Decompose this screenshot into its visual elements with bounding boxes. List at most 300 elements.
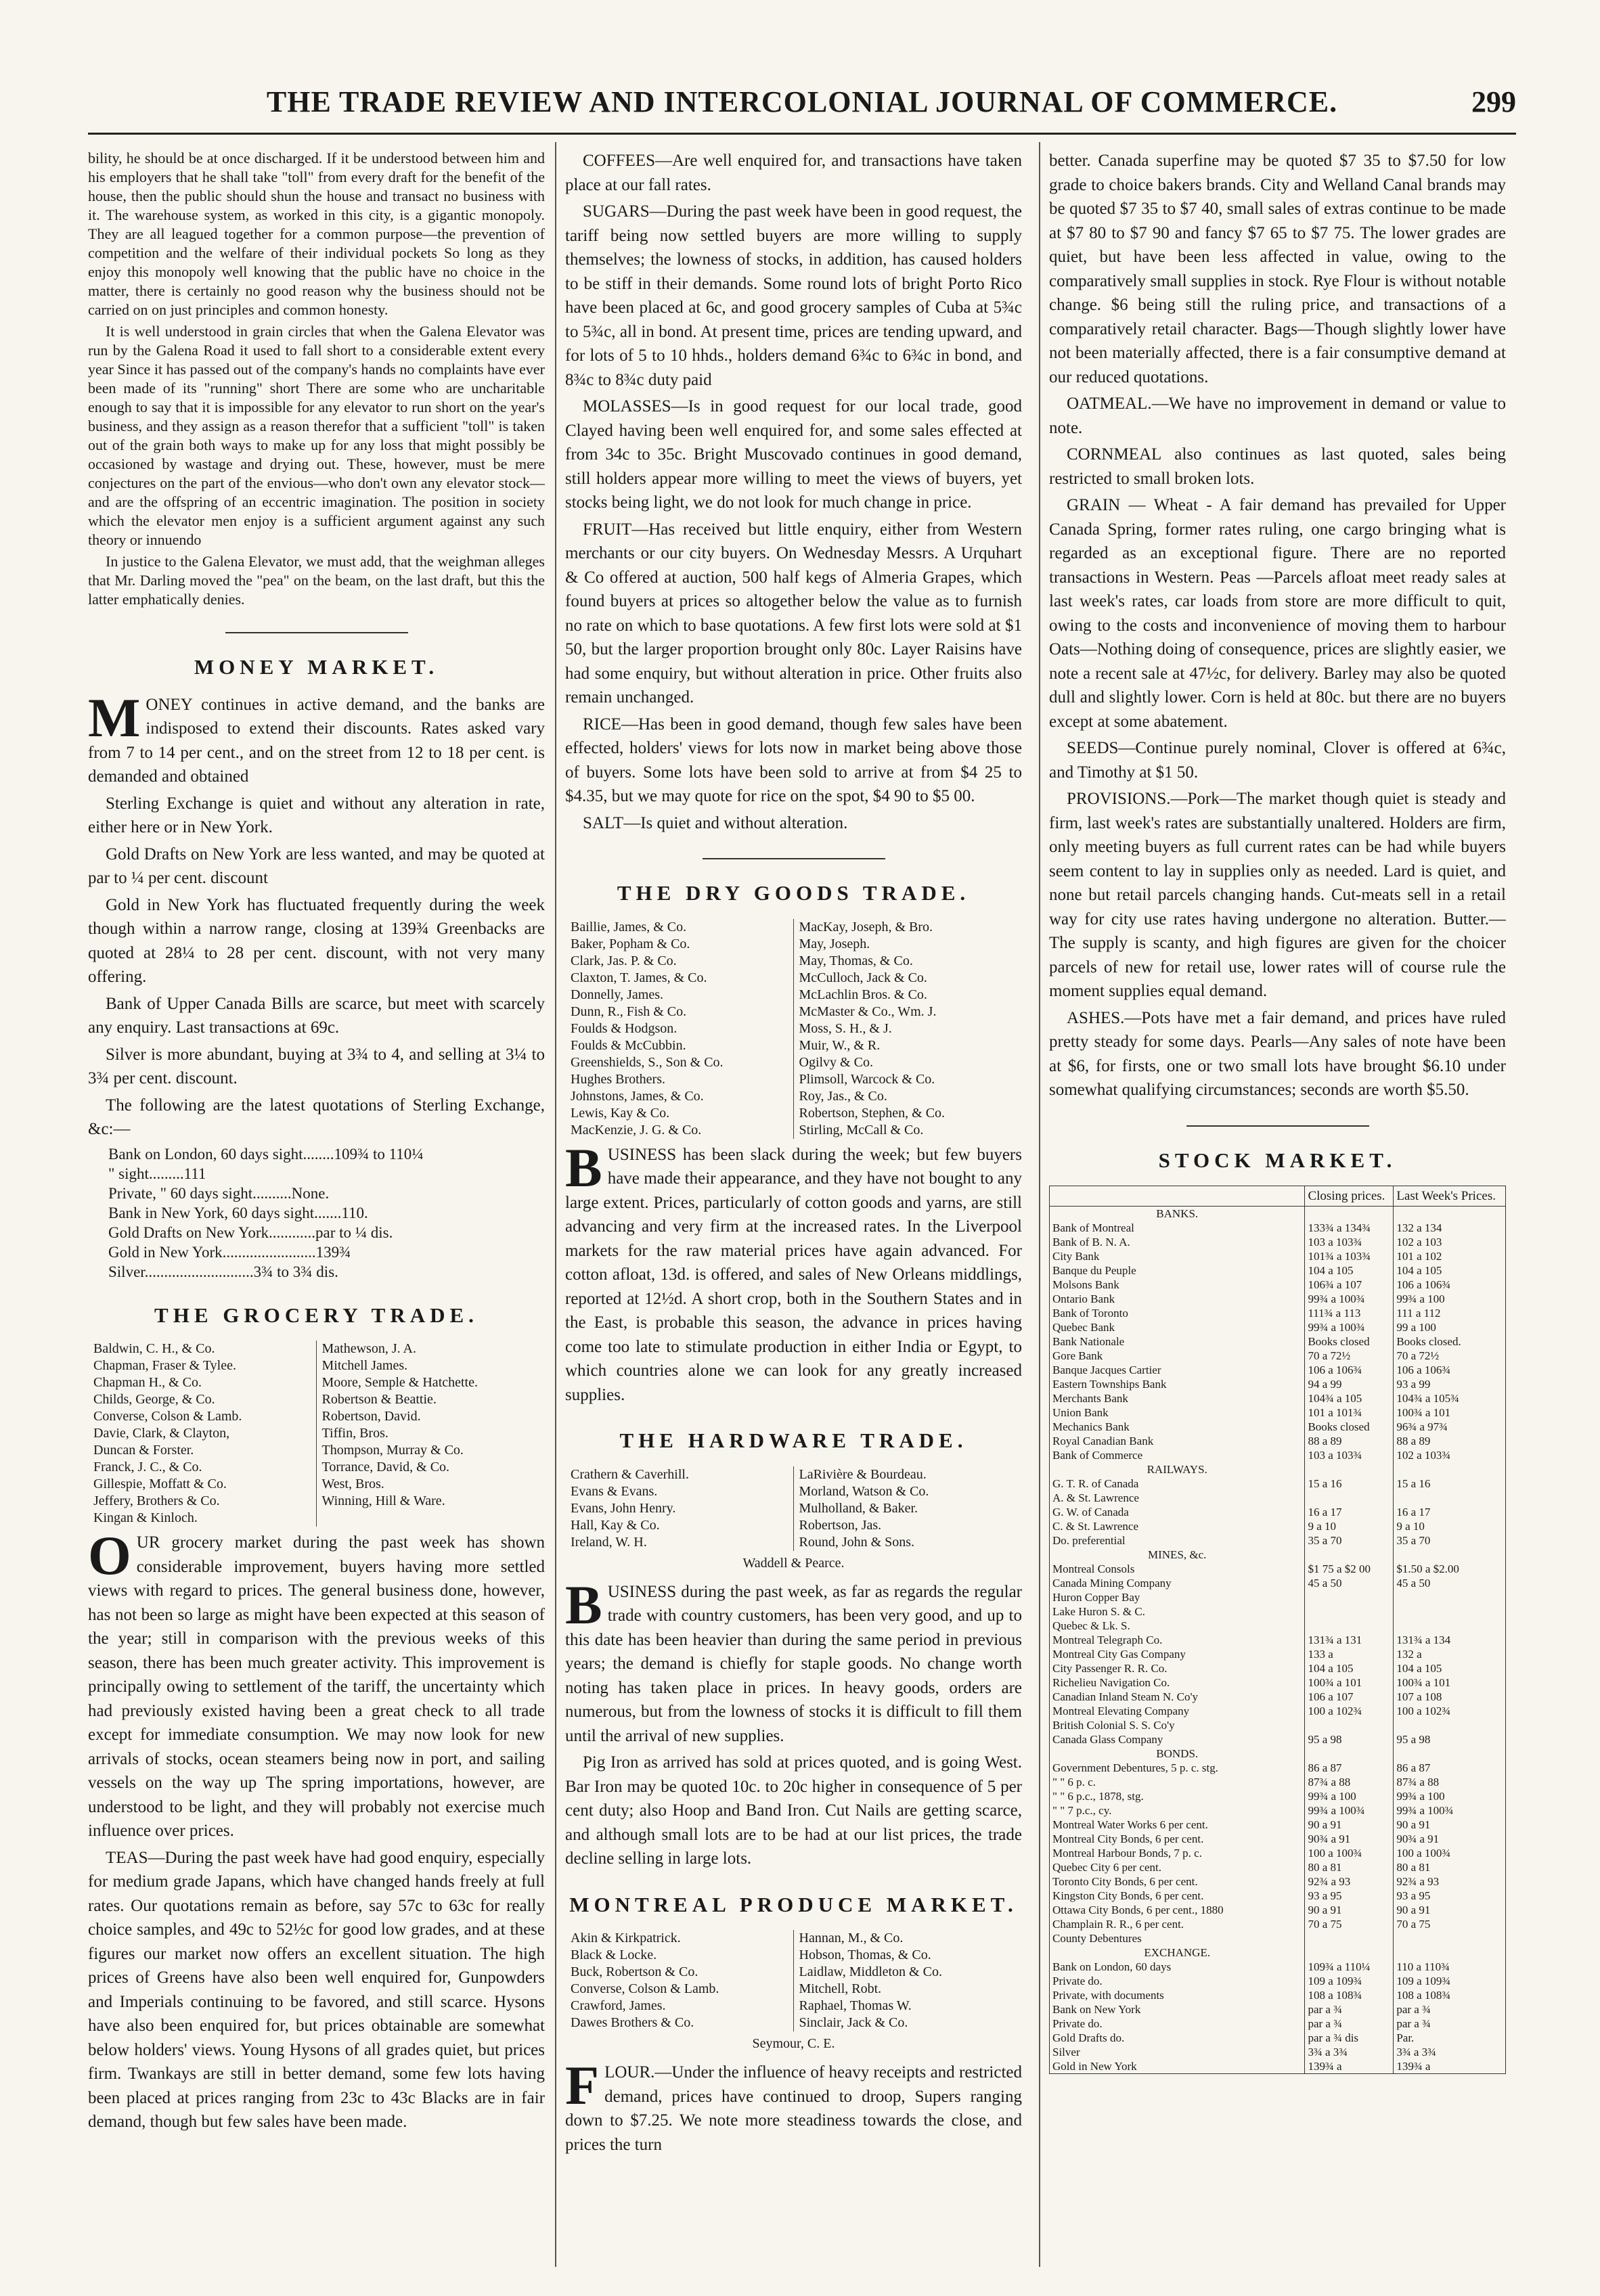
stock-name: G. W. of Canada [1050,1505,1305,1519]
merchant-name: Lewis, Kay & Co. [571,1105,670,1121]
closing-price: 106 a 106¾ [1305,1363,1394,1377]
merchant-name: Crathern & Caverhill. [571,1466,689,1482]
money-market-heading: MONEY MARKET. [194,655,439,679]
last-week-price: 104¾ a 105¾ [1394,1391,1506,1405]
paragraph-text: USINESS during the past week, as far as regards the regular trade with country customers, has been very good, and up to this date has been heavier than during the same period in previous years; the demand is chiefly for staple goods. No change worth noting has taken place in prices. In heavy goods, orders are numerous, but from the lowness of stocks it is difficult to fill them until the arrival of new supplies. [565,1582,1022,1745]
last-week-price: 86 a 87 [1394,1761,1506,1775]
drop-cap: B [565,1136,602,1198]
merchant-name: McCulloch, Jack & Co. [799,970,927,985]
closing-price: $1 75 a $2 00 [1305,1562,1394,1576]
table-row [1050,1477,1506,1491]
stock-name: Bank Nationale [1050,1334,1305,1349]
table-row [1050,1860,1506,1874]
closing-price: 88 a 89 [1305,1434,1394,1448]
header-rule [88,133,1516,135]
closing-price: 90¾ a 91 [1305,1832,1394,1846]
last-week-price: 90 a 91 [1394,1818,1506,1832]
last-week-price: 70 a 75 [1394,1917,1506,1931]
merchant-list-left [565,1466,794,1551]
table-row [1050,1278,1506,1292]
merchant-name: Akin & Kirkpatrick. [571,1931,681,1945]
paragraph-text: USINESS has been slack during the week; but few buyers have made their appearance, and they have not bought to any large extent. Prices, particularly of cotton goods and yarns, are still advancing and very firm at the increased rates. In the Liverpool markets for the raw material prices have again advanced. For cotton afloat, 13d. is offered, and sales of New Orleans middlings, reported at 12½d. A short crop, both in the Southern States and in the East, is probable this season, the advance in prices having come too late to stimulate production in either India or Egypt, to which countries alone we can look for any greatly increased supplies. [565,1145,1022,1404]
stock-name: Mechanics Bank [1050,1420,1305,1434]
table-row [1050,1718,1506,1732]
paragraph-text: UR grocery market during the past week has shown considerable improvement, buyers having more settled views with regard to prices. The general business done, however, has not been so large as might have been expected at this season of the year; still in comparison with the previous weeks of this season, there has been much greater activity. This improvement is principally owing to settlement of the tariff, the uncertainty which had previously existed having been a great check to all trade except for immediate consumption. We may now look for new arrivals of stocks, ocean steamers being now in port, and sailing vessels on the way up The spring importations, however, are understood to be light, and they will probably not exercise much influence over prices. [88,1533,545,1840]
closing-price: par a ¾ [1305,2002,1394,2017]
merchant-name: Ireland, W. H. [571,1534,647,1550]
table-row [1050,1604,1506,1619]
closing-price [1305,1718,1394,1732]
merchant-name: Hall, Kay & Co. [571,1517,660,1533]
stock-name: Do. preferential [1050,1533,1305,1548]
paragraph: SUGARS—During the past week have been in good request, the tariff being now settled buyers are more willing to supply themselves; the lowness of stocks, in addition, has caused holders to be stiff in their demands. Some round lots of bright Porto Rico have been placed at 6c, and good grocery samples of Cuba at 5¾c to 5¾c, all in bond. At present time, prices are tending upward, and for lots of 5 to 10 hhds., holders demand 6¾c to 6¾c in bond, and 8¾c to 8¾c duty paid [565,202,1022,389]
last-week-price [1394,1590,1506,1604]
last-week-price: 101 a 102 [1394,1249,1506,1263]
stock-name: Banque Jacques Cartier [1050,1363,1305,1377]
last-week-price: 102 a 103¾ [1394,1448,1506,1462]
last-week-price: 80 a 81 [1394,1860,1506,1874]
closing-price: 139¾ a [1305,2059,1394,2074]
merchant-list-right [794,1930,1023,2031]
closing-price: 109¾ a 110¼ [1305,1960,1394,1974]
last-week-price: 99¾ a 100 [1394,1292,1506,1306]
stock-name: Bank of Commerce [1050,1448,1305,1462]
paragraph: RICE—Has been in good demand, though few sales have been effected, holders' views for lots now in market being above those of buyers. Some lots have been sold to arrive at from $4 25 to $4.35, but we may quote for rice on the spot, $4 90 to $5 00. [565,715,1022,805]
closing-price: 92¾ a 93 [1305,1874,1394,1889]
table-row [1050,1647,1506,1661]
last-week-price: 104 a 105 [1394,1661,1506,1675]
closing-price [1305,1491,1394,1505]
paragraph: ASHES.—Pots have met a fair demand, and prices have ruled pretty steady for some days. Pearls—Any sales of note have been at $6, for firsts, one or two small lots have brought $6.10 under somewhat qualifying circumstances; seconds are worth $5.50. [1049,1008,1506,1099]
merchant-name: MacKenzie, J. G. & Co. [571,1122,702,1138]
last-week-price: 70 a 72½ [1394,1349,1506,1363]
closing-price: 100¾ a 101 [1305,1675,1394,1690]
merchant-name: Dawes Brothers & Co. [571,2015,694,2030]
merchant-name: Evans & Evans. [571,1483,658,1499]
table-row [1050,1903,1506,1917]
stock-name: Lake Huron S. & C. [1050,1604,1305,1619]
paragraph: Sterling Exchange is quiet and without any alteration in rate, either here or in New York. [88,794,545,836]
last-week-price: $1.50 a $2.00 [1394,1562,1506,1576]
stock-name: Montreal Consols [1050,1562,1305,1576]
table-row [1050,2031,1506,2045]
merchant-name: Claxton, T. James, & Co. [571,970,707,985]
stock-name: Union Bank [1050,1405,1305,1420]
produce-market-heading: MONTREAL PRODUCE MARKET. [569,1892,1018,1916]
empty-cell [1394,1945,1506,1960]
last-week-price: 99¾ a 100¾ [1394,1803,1506,1818]
last-week-price: 132 a [1394,1647,1506,1661]
merchant-name: May, Thomas, & Co. [799,953,913,968]
table-row [1050,1448,1506,1462]
table-row [1050,1249,1506,1263]
paragraph: MOLASSES—Is in good request for our local trade, good Clayed having been well enquired for, and some sales effected at from 34c to 35c. Bright Muscovado continues in good demand, still holders appear more willing to meet the views of buyers, yet stocks being light, we do not look for much change in price. [565,397,1022,512]
last-week-price: 100¾ a 101 [1394,1675,1506,1690]
stock-name: Canada Mining Company [1050,1576,1305,1590]
empty-cell [1305,1548,1394,1562]
stock-name: C. & St. Lawrence [1050,1519,1305,1533]
closing-price: 133 a [1305,1647,1394,1661]
closing-price: 70 a 75 [1305,1917,1394,1931]
closing-price: 106¾ a 107 [1305,1278,1394,1292]
quote-line: Bank on London, 60 days sight........109¾ to 110¼ [108,1145,424,1163]
stock-name: Bank of B. N. A. [1050,1235,1305,1249]
stock-name: City Passenger R. R. Co. [1050,1661,1305,1675]
table-row [1050,1306,1506,1320]
table-row [1050,1846,1506,1860]
table-row [1050,1349,1506,1363]
merchant-name: Raphael, Thomas W. [799,1998,912,2013]
column-3 [1049,149,1506,2267]
merchant-name: Gillespie, Moffatt & Co. [93,1477,227,1491]
paragraph-text: ONEY continues in active demand, and the banks are indisposed to extend their discounts. Rates asked vary from 7 to 14 per cent., and on the street from 12 to 18 per cent. is demanded and obtained [88,695,545,786]
column-2 [565,149,1022,2267]
last-week-price: 107 a 108 [1394,1690,1506,1704]
last-week-price: 45 a 50 [1394,1576,1506,1590]
quote-line: Private, " 60 days sight..........None. [108,1184,330,1202]
merchant-name: Robertson & Beattie. [321,1392,437,1407]
last-week-price: 132 a 134 [1394,1221,1506,1235]
last-week-price: 90¾ a 91 [1394,1832,1506,1846]
merchant-list [565,919,1022,1139]
quote-line: Gold Drafts on New York............par to ¼ dis. [108,1223,393,1241]
merchant-name: Hobson, Thomas, & Co. [799,1948,931,1962]
table-row [1050,1704,1506,1718]
merchant-name: Converse, Colson & Lamb. [571,1981,719,1996]
stock-name: Private do. [1050,2017,1305,2031]
closing-price [1305,1604,1394,1619]
merchant-name: Chapman H., & Co. [93,1375,202,1390]
last-week-price: Par. [1394,2031,1506,2045]
paragraph: Gold in New York has fluctuated frequently during the week though within a narrow range, closing at 139¾ Greenbacks are quoted at 28¼ to 28 per cent. discount, with not very many offering. [88,895,545,986]
closing-price: 16 a 17 [1305,1505,1394,1519]
last-week-price: 106 a 106¾ [1394,1278,1506,1292]
closing-price: Books closed [1305,1420,1394,1434]
table-row [1050,1917,1506,1931]
merchant-name: Baillie, James, & Co. [571,919,687,935]
closing-price: 3¾ a 3¾ [1305,2045,1394,2059]
stock-name: Montreal Water Works 6 per cent. [1050,1818,1305,1832]
merchant-name: Stirling, McCall & Co. [799,1122,924,1138]
closing-price: 99¾ a 100¾ [1305,1320,1394,1334]
paragraph: GRAIN — Wheat - A fair demand has prevailed for Upper Canada Spring, former rates ruling, one cargo bringing what is regarded as an exceptional figure. There are no reported transactions in Western. Peas —Parcels afloat meet ready sales at last week's rates, car loads from store are more difficult to quit, owing to the costs and inconvenience of moving them to harbour Oats—Nothing doing of consequence, prices are slightly easier, we note a recent sale at 47½c, for delivery. Barley may also be quoted dull and slightly lower. Corn is held at 80c. but there are no buyers except at some abatement. [1049,496,1506,731]
table-row [1050,1931,1506,1945]
merchant-name: Johnstons, James, & Co. [571,1088,704,1104]
grocery-trade-heading: THE GROCERY TRADE. [154,1303,479,1327]
closing-price: 45 a 50 [1305,1576,1394,1590]
closing-price: 104 a 105 [1305,1263,1394,1278]
merchant-name: Baldwin, C. H., & Co. [93,1341,215,1356]
quote-line: " sight.........111 [108,1165,206,1182]
section-rule [703,858,885,859]
merchant-name: Clark, Jas. P. & Co. [571,953,677,968]
table-row [1050,1292,1506,1306]
table-row [1050,1974,1506,1988]
table-row [1050,1562,1506,1576]
merchant-name: Seymour, C. E. [752,2036,835,2051]
section-label: BANKS. [1050,1207,1305,1221]
merchant-name: Thompson, Murray & Co. [321,1443,464,1458]
last-week-price: 110 a 110¾ [1394,1960,1506,1974]
section-row [1050,1945,1506,1960]
closing-price: 100 a 102¾ [1305,1704,1394,1718]
stock-name: British Colonial S. S. Co'y [1050,1718,1305,1732]
stock-name: Private do. [1050,1974,1305,1988]
drop-cap: M [88,686,141,748]
drop-cap: O [88,1525,131,1586]
stock-name: " " 6 p.c., 1878, stg. [1050,1789,1305,1803]
stock-name: Gold Drafts do. [1050,2031,1305,2045]
stock-name: Quebec & Lk. S. [1050,1619,1305,1633]
empty-cell [1394,1548,1506,1562]
merchant-name: Robertson, Stephen, & Co. [799,1105,946,1121]
stock-name: Bank of Montreal [1050,1221,1305,1235]
last-week-price: 3¾ a 3¾ [1394,2045,1506,2059]
merchant-list-right [317,1341,546,1527]
closing-price: Books closed [1305,1334,1394,1349]
section-row [1050,1207,1506,1221]
empty-cell [1394,1462,1506,1477]
closing-price: 90 a 91 [1305,1903,1394,1917]
merchant-name: Roy, Jas., & Co. [799,1088,887,1104]
section-row [1050,1548,1506,1562]
last-week-price: 16 a 17 [1394,1505,1506,1519]
closing-price: 99¾ a 100¾ [1305,1803,1394,1818]
quote-line: Gold in New York........................139¾ [108,1243,351,1261]
last-week-price: 88 a 89 [1394,1434,1506,1448]
closing-price: 104 a 105 [1305,1661,1394,1675]
merchant-name: Baker, Popham & Co. [571,936,690,951]
stock-name: G. T. R. of Canada [1050,1477,1305,1491]
dry-goods-heading: THE DRY GOODS TRADE. [617,881,971,905]
paragraph: SALT—Is quiet and without alteration. [583,813,848,832]
merchant-name: Donnelly, James. [571,987,664,1002]
merchant-name: May, Joseph. [799,936,870,951]
paragraph [88,686,545,789]
exchange-quotations [108,1144,545,1282]
closing-price: 133¾ a 134¾ [1305,1221,1394,1235]
table-row [1050,1761,1506,1775]
merchant-list-left [88,1341,317,1527]
merchant-list [565,1930,1022,2031]
closing-price: 101¾ a 103¾ [1305,1249,1394,1263]
table-row [1050,1789,1506,1803]
column-divider [555,142,556,2267]
merchant-name: Laidlaw, Middleton & Co. [799,1964,942,1979]
last-week-price: 99¾ a 100 [1394,1789,1506,1803]
last-week-price: 131¾ a 134 [1394,1633,1506,1647]
merchant-list [565,1466,1022,1551]
merchant-name: MacKay, Joseph, & Bro. [799,919,933,935]
paragraph: Bank of Upper Canada Bills are scarce, but meet with scarcely any enquiry. Last transactions at 69c. [88,994,545,1037]
stock-name: Banque du Peuple [1050,1263,1305,1278]
last-week-price: 90 a 91 [1394,1903,1506,1917]
merchant-name: Waddell & Pearce. [742,1555,845,1571]
column-1 [88,149,545,2267]
last-week-price: 139¾ a [1394,2059,1506,2074]
closing-price: 95 a 98 [1305,1732,1394,1747]
last-week-price [1394,1718,1506,1732]
merchant-name: Buck, Robertson & Co. [571,1964,698,1979]
merchant-name: Mitchell, Robt. [799,1981,882,1996]
table-row [1050,1576,1506,1590]
merchant-name: Round, John & Sons. [799,1534,915,1550]
merchant-name: Robertson, David. [321,1409,421,1424]
paragraph: Silver is more abundant, buying at 3¾ to 4, and selling at 3¼ to 3¾ per cent. discount. [88,1045,545,1087]
merchant-name: Mitchell James. [321,1358,408,1373]
table-row [1050,2045,1506,2059]
stock-name: Bank on New York [1050,2002,1305,2017]
merchant-name: Tiffin, Bros. [321,1426,388,1441]
last-week-price: 87¾ a 88 [1394,1775,1506,1789]
paragraph: PROVISIONS.—Pork—The market though quiet is steady and firm, last week's rates are substantially unaltered. Holders are firm, only meeting buyers as full current rates can be had while buyers seem content to lay in supplies only as needed. Lard is quiet, and none but retail parcels changing hands. Cut-meats sell in a retail way for city use rates having undergone no alteration. Butter.—The supply is scanty, and high figures are given for the choicer parcels of new for retail use, lower rates will of course rule the moment supplies equal demand. [1049,790,1506,1000]
stock-name: Gold in New York [1050,2059,1305,2074]
closing-price [1305,1619,1394,1633]
paragraph: FRUIT—Has received but little enquiry, either from Western merchants or our city buyers. On Wednesday Messrs. A Urquhart & Co offered at auction, 500 half kegs of Almeria Grapes, which found buyers at prices so altogether below the value as to furnish no rate on which to base quotations. A few first lots were sold at $1 50, but the larger proportion brought only 80c. Layer Raisins have had some enquiry, but without alteration in price. Other fruits also remain unchanged. [565,520,1022,706]
table-row [1050,1235,1506,1249]
merchant-name: Robertson, Jas. [799,1517,882,1533]
closing-price: 15 a 16 [1305,1477,1394,1491]
last-week-price: 108 a 108¾ [1394,1988,1506,2002]
table-row [1050,1832,1506,1846]
section-label: EXCHANGE. [1050,1945,1305,1960]
paragraph: CORNMEAL also continues as last quoted, sales being restricted to small broken lots. [1049,445,1506,488]
empty-cell [1305,1945,1394,1960]
table-row [1050,1405,1506,1420]
merchant-list-right [794,919,1023,1139]
table-row [1050,1803,1506,1818]
last-week-price: 9 a 10 [1394,1519,1506,1533]
drop-cap: F [565,2054,600,2116]
table-row [1050,1775,1506,1789]
stock-name: Quebec Bank [1050,1320,1305,1334]
table-row [1050,1590,1506,1604]
stock-name: Montreal Telegraph Co. [1050,1633,1305,1647]
table-header-row [1050,1186,1506,1207]
merchant-name: Hannan, M., & Co. [799,1931,904,1945]
paragraph-text: LOUR.—Under the influence of heavy receipts and restricted demand, prices have continued to droop, Supers ranging down to $7.25. We note more steadiness towards the close, and prices the turn [565,2063,1022,2154]
last-week-price: par a ¾ [1394,2017,1506,2031]
quote-line: Bank in New York, 60 days sight.......110. [108,1204,368,1221]
table-row [1050,1391,1506,1405]
table-row [1050,1619,1506,1633]
drop-cap: B [565,1573,602,1636]
merchant-name: Franck, J. C., & Co. [93,1460,202,1475]
paragraph: TEAS—During the past week have had good enquiry, especially for medium grade Japans, which have changed hands freely at full rates. Our quotations remain as before, say 57c to 63c for really choice samples, and 49c to 52½c for good low grades, and at these figures our market now offers an excellent situation. The high prices of Greens have also been well enquired for, Gunpowders and Imperials continuing to be favored, and still scarce. Hysons have also been enquired for, but prices obtainable are somewhat below holders' views. Young Hysons of all grades quiet, but prices firm. Twankays are still in better demand, some few lots having been placed at prices ranging from 23c to 43c Blacks are in fair demand, though but few sales have been made. [88,1848,545,2131]
merchant-name: Jeffery, Brothers & Co. [93,1493,220,1508]
paragraph [565,1573,1022,1749]
empty-cell [1305,1462,1394,1477]
paragraph: In justice to the Galena Elevator, we must add, that the weighman alleges that Mr. Darling moved the "pea" on the beam, on the last draft, but this the latter emphatically denies. [88,553,545,608]
closing-price: 101 a 101¾ [1305,1405,1394,1420]
paragraph: Gold Drafts on New York are less wanted, and may be quoted at par to ¼ per cent. discount [88,845,545,887]
last-week-price: 102 a 103 [1394,1235,1506,1249]
last-week-price: 93 a 99 [1394,1377,1506,1391]
column-divider [1039,142,1040,2267]
last-week-price: 35 a 70 [1394,1533,1506,1548]
last-week-price: 92¾ a 93 [1394,1874,1506,1889]
last-week-price: Books closed. [1394,1334,1506,1349]
page-number: 299 [1471,85,1516,118]
stock-name: " " 7 p.c., cy. [1050,1803,1305,1818]
closing-price: par a ¾ [1305,2017,1394,2031]
closing-price: 100 a 100¾ [1305,1846,1394,1860]
table-row [1050,1263,1506,1278]
stock-name: Toronto City Bonds, 6 per cent. [1050,1874,1305,1889]
stock-name: Ontario Bank [1050,1292,1305,1306]
merchant-name: Dunn, R., Fish & Co. [571,1004,687,1019]
last-week-price: 96¾ a 97¾ [1394,1420,1506,1434]
stock-name: Kingston City Bonds, 6 per cent. [1050,1889,1305,1903]
column-header [1050,1186,1305,1207]
stock-name: Gore Bank [1050,1349,1305,1363]
stock-name: Silver [1050,2045,1305,2059]
merchant-name: Duncan & Forster. [93,1443,194,1458]
last-week-price: 15 a 16 [1394,1477,1506,1491]
stock-name: Ottawa City Bonds, 6 per cent., 1880 [1050,1903,1305,1917]
closing-price: 104¾ a 105 [1305,1391,1394,1405]
merchant-name: Morland, Watson & Co. [799,1483,929,1499]
section-rule [225,632,408,633]
paragraph: OATMEAL.—We have no improvement in demand or value to note. [1049,395,1506,437]
merchant-list-left [565,1930,794,2031]
hardware-trade-heading: THE HARDWARE TRADE. [619,1428,968,1452]
stock-name: Huron Copper Bay [1050,1590,1305,1604]
merchant-name: Foulds & McCubbin. [571,1037,686,1053]
paragraph: The following are the latest quotations of Sterling Exchange, &c:— [88,1096,545,1138]
closing-price: 94 a 99 [1305,1377,1394,1391]
paragraph: better. Canada superfine may be quoted $7 35 to $7.50 for low grade to choice bakers brands. City and Welland Canal brands may be quoted $7 35 to $7 40, small sales of extras continue to be made at $7 80 to $7 90 and fancy $7 65 to $7 75. The lower grades are quiet, but have been less affected in value, owing to the comparatively small supplies in stock. Rye Flour is without notable change. $6 being still the ruling price, and transactions of a comparatively retail character. Bags—Though slightly lower have not been materially affected, there is a fair consumptive demand at our reduced quotations. [1049,152,1506,386]
last-week-price: 100 a 100¾ [1394,1846,1506,1860]
paragraph: It is well understood in grain circles that when the Galena Elevator was run by the Galena Road it used to fall short to a considerable extent every year Since it has passed out of the company's hands no complaints have ever been made of its "running" short There are some who are uncharitable enough to say that it is impossible for any elevator to run short on the year's business, and they assign as a reason therefor that a sufficient "toll" is taken out of the grain both ways to make up for any loss that might possibly be occasioned by wastage and drying out. These, however, must be mere conjectures on the part of the envious—who don't own any elevator stock—and are the offspring of an eccentric imagination. The position in society which the elevator men enjoy is a sufficient argument against any such theory or innuendo [88,323,545,548]
table-row [1050,1988,1506,2002]
merchant-name: Moss, S. H., & J. [799,1020,892,1036]
table-row [1050,1874,1506,1889]
merchant-name: Greenshields, S., Son & Co. [571,1054,724,1070]
last-week-price: 100 a 102¾ [1394,1704,1506,1718]
last-week-price: 93 a 95 [1394,1889,1506,1903]
closing-price: 86 a 87 [1305,1761,1394,1775]
table-row [1050,1690,1506,1704]
paragraph: Pig Iron as arrived has sold at prices quoted, and is going West. Bar Iron may be quoted 10c. to 20c higher in consequence of 5 per cent duty; also Hoop and Band Iron. Cut Nails are getting scarce, and although small lots are to be had at our list prices, the trade decline selling in large lots. [565,1753,1022,1868]
stock-name: Quebec City 6 per cent. [1050,1860,1305,1874]
quote-line: Silver............................3¾ to 3¾ dis. [108,1263,338,1280]
stock-name: A. & St. Lawrence [1050,1491,1305,1505]
section-label: BONDS. [1050,1747,1305,1761]
stock-name: Canada Glass Company [1050,1732,1305,1747]
stock-name: Montreal City Bonds, 6 per cent. [1050,1832,1305,1846]
closing-price: 99¾ a 100 [1305,1789,1394,1803]
journal-title: THE TRADE REVIEW AND INTERCOLONIAL JOURNAL OF COMMERCE. [266,85,1338,118]
merchant-name: West, Bros. [321,1477,384,1491]
table-row [1050,2059,1506,2074]
merchant-name: Crawford, James. [571,1998,666,2013]
last-week-price: 109 a 109¾ [1394,1974,1506,1988]
section-label: MINES, &c. [1050,1548,1305,1562]
merchant-name: Ogilvy & Co. [799,1054,873,1070]
table-row [1050,1491,1506,1505]
closing-price [1305,1590,1394,1604]
stock-name: Bank on London, 60 days [1050,1960,1305,1974]
stock-name: Eastern Townships Bank [1050,1377,1305,1391]
table-row [1050,1661,1506,1675]
merchant-name: Converse, Colson & Lamb. [93,1409,242,1424]
table-row [1050,1434,1506,1448]
closing-price: 103 a 103¾ [1305,1448,1394,1462]
merchant-name: Moore, Semple & Hatchette. [321,1375,478,1390]
table-row [1050,1519,1506,1533]
table-row [1050,1221,1506,1235]
